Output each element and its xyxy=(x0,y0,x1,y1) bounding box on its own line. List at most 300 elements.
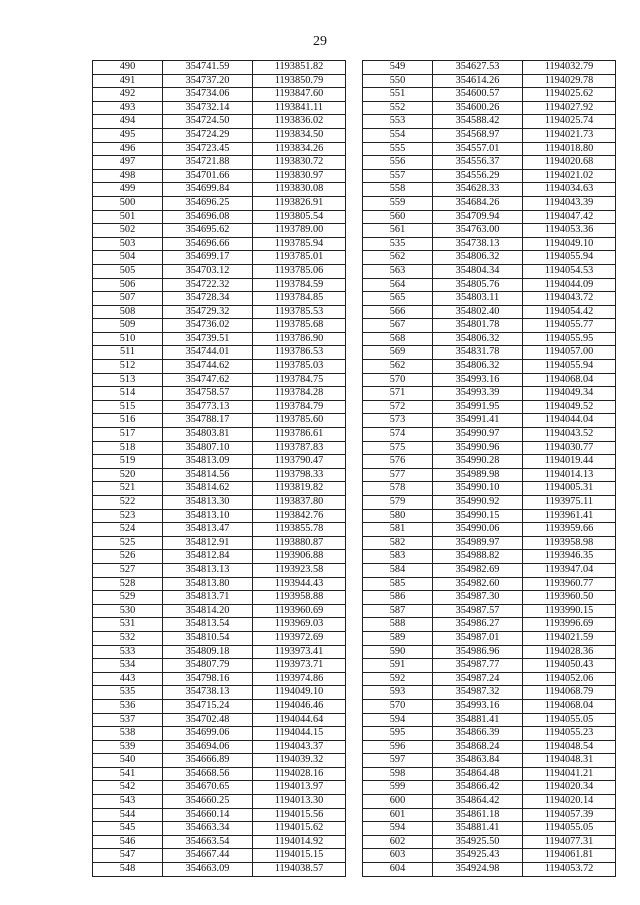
table-row xyxy=(363,400,616,414)
point-number-cell: 522 xyxy=(93,496,163,510)
x-coordinate-cell: 354989.97 xyxy=(433,536,523,550)
x-coordinate-cell: 354736.02 xyxy=(163,319,253,333)
y-coordinate-cell: 1194047.42 xyxy=(523,210,616,224)
table-row xyxy=(93,509,346,523)
x-coordinate-cell: 354809.18 xyxy=(163,645,253,659)
x-coordinate-cell: 354989.98 xyxy=(433,468,523,482)
point-number-cell: 551 xyxy=(363,88,433,102)
y-coordinate-cell: 1193786.90 xyxy=(253,332,346,346)
y-coordinate-cell: 1193975.11 xyxy=(523,496,616,510)
y-coordinate-cell: 1194015.15 xyxy=(253,849,346,863)
point-number-cell: 530 xyxy=(93,604,163,618)
y-coordinate-cell: 1194054.42 xyxy=(523,305,616,319)
table-row xyxy=(363,210,616,224)
point-number-cell: 504 xyxy=(93,251,163,265)
y-coordinate-cell: 1194015.56 xyxy=(253,808,346,822)
table-row xyxy=(363,74,616,88)
table-row xyxy=(363,224,616,238)
table-row xyxy=(363,373,616,387)
table-row xyxy=(93,754,346,768)
x-coordinate-cell: 354866.42 xyxy=(433,781,523,795)
x-coordinate-cell: 354864.42 xyxy=(433,795,523,809)
point-number-cell: 501 xyxy=(93,210,163,224)
point-number-cell: 573 xyxy=(363,414,433,428)
point-number-cell: 541 xyxy=(93,767,163,781)
x-coordinate-cell: 354987.01 xyxy=(433,631,523,645)
table-row xyxy=(93,835,346,849)
point-number-cell: 506 xyxy=(93,278,163,292)
y-coordinate-cell: 1193785.03 xyxy=(253,360,346,374)
x-coordinate-cell: 354660.25 xyxy=(163,795,253,809)
y-coordinate-cell: 1193973.41 xyxy=(253,645,346,659)
x-coordinate-cell: 354881.41 xyxy=(433,713,523,727)
table-row xyxy=(93,264,346,278)
table-row xyxy=(93,61,346,75)
point-number-cell: 561 xyxy=(363,224,433,238)
y-coordinate-cell: 1194029.78 xyxy=(523,74,616,88)
table-row xyxy=(363,645,616,659)
table-row xyxy=(93,550,346,564)
point-number-cell: 590 xyxy=(363,645,433,659)
x-coordinate-cell: 354807.10 xyxy=(163,441,253,455)
table-row xyxy=(363,686,616,700)
x-coordinate-cell: 354738.13 xyxy=(163,686,253,700)
x-coordinate-cell: 354699.17 xyxy=(163,251,253,265)
point-number-cell: 591 xyxy=(363,659,433,673)
table-row xyxy=(363,577,616,591)
y-coordinate-cell: 1193923.58 xyxy=(253,563,346,577)
point-number-cell: 562 xyxy=(363,251,433,265)
table-row xyxy=(93,563,346,577)
y-coordinate-cell: 1193834.50 xyxy=(253,128,346,142)
x-coordinate-cell: 354758.57 xyxy=(163,387,253,401)
x-coordinate-cell: 354993.39 xyxy=(433,387,523,401)
y-coordinate-cell: 1193836.02 xyxy=(253,115,346,129)
y-coordinate-cell: 1194025.74 xyxy=(523,115,616,129)
table-row xyxy=(93,128,346,142)
table-row xyxy=(93,618,346,632)
point-number-cell: 536 xyxy=(93,699,163,713)
y-coordinate-cell: 1194019.44 xyxy=(523,455,616,469)
table-row xyxy=(363,305,616,319)
point-number-cell: 604 xyxy=(363,863,433,877)
table-row xyxy=(363,128,616,142)
x-coordinate-cell: 354990.10 xyxy=(433,482,523,496)
y-coordinate-cell: 1193784.75 xyxy=(253,373,346,387)
y-coordinate-cell: 1193990.15 xyxy=(523,604,616,618)
x-coordinate-cell: 354991.41 xyxy=(433,414,523,428)
point-number-cell: 564 xyxy=(363,278,433,292)
x-coordinate-cell: 354798.16 xyxy=(163,672,253,686)
point-number-cell: 602 xyxy=(363,835,433,849)
point-number-cell: 559 xyxy=(363,196,433,210)
point-number-cell: 587 xyxy=(363,604,433,618)
y-coordinate-cell: 1194077.31 xyxy=(523,835,616,849)
x-coordinate-cell: 354982.69 xyxy=(433,563,523,577)
table-row xyxy=(363,563,616,577)
point-number-cell: 562 xyxy=(363,360,433,374)
x-coordinate-cell: 354702.48 xyxy=(163,713,253,727)
y-coordinate-cell: 1194020.68 xyxy=(523,156,616,170)
x-coordinate-cell: 354666.89 xyxy=(163,754,253,768)
y-coordinate-cell: 1193830.72 xyxy=(253,156,346,170)
point-number-cell: 508 xyxy=(93,305,163,319)
table-row xyxy=(363,550,616,564)
table-row xyxy=(93,767,346,781)
x-coordinate-cell: 354627.53 xyxy=(433,61,523,75)
page-number: 29 xyxy=(313,34,327,49)
table-row xyxy=(93,686,346,700)
y-coordinate-cell: 1193960.69 xyxy=(253,604,346,618)
x-coordinate-cell: 354861.18 xyxy=(433,808,523,822)
table-row xyxy=(363,278,616,292)
y-coordinate-cell: 1193850.79 xyxy=(253,74,346,88)
point-number-cell: 601 xyxy=(363,808,433,822)
y-coordinate-cell: 1194034.63 xyxy=(523,183,616,197)
point-number-cell: 593 xyxy=(363,686,433,700)
point-number-cell: 570 xyxy=(363,373,433,387)
table-row xyxy=(363,428,616,442)
table-row xyxy=(363,659,616,673)
y-coordinate-cell: 1194048.31 xyxy=(523,754,616,768)
table-row xyxy=(93,808,346,822)
y-coordinate-cell: 1193847.60 xyxy=(253,88,346,102)
point-number-cell: 577 xyxy=(363,468,433,482)
x-coordinate-cell: 354986.27 xyxy=(433,618,523,632)
point-number-cell: 548 xyxy=(93,863,163,877)
y-coordinate-cell: 1193960.77 xyxy=(523,577,616,591)
point-number-cell: 535 xyxy=(363,237,433,251)
table-row xyxy=(93,713,346,727)
table-row xyxy=(93,332,346,346)
x-coordinate-cell: 354729.32 xyxy=(163,305,253,319)
point-number-cell: 518 xyxy=(93,441,163,455)
x-coordinate-cell: 354667.44 xyxy=(163,849,253,863)
table-row xyxy=(363,414,616,428)
table-row xyxy=(363,441,616,455)
table-row xyxy=(363,319,616,333)
y-coordinate-cell: 1193851.82 xyxy=(253,61,346,75)
x-coordinate-cell: 354990.97 xyxy=(433,428,523,442)
table-row xyxy=(93,196,346,210)
x-coordinate-cell: 354925.43 xyxy=(433,849,523,863)
point-number-cell: 505 xyxy=(93,264,163,278)
y-coordinate-cell: 1194028.16 xyxy=(253,767,346,781)
table-row xyxy=(93,672,346,686)
y-coordinate-cell: 1194057.00 xyxy=(523,346,616,360)
point-number-cell: 596 xyxy=(363,740,433,754)
y-coordinate-cell: 1193784.59 xyxy=(253,278,346,292)
x-coordinate-cell: 354810.54 xyxy=(163,631,253,645)
y-coordinate-cell: 1193947.04 xyxy=(523,563,616,577)
table-row xyxy=(93,863,346,877)
point-number-cell: 574 xyxy=(363,428,433,442)
table-row xyxy=(363,822,616,836)
y-coordinate-cell: 1194025.62 xyxy=(523,88,616,102)
x-coordinate-cell: 354709.94 xyxy=(433,210,523,224)
y-coordinate-cell: 1194055.95 xyxy=(523,332,616,346)
point-number-cell: 567 xyxy=(363,319,433,333)
x-coordinate-cell: 354744.62 xyxy=(163,360,253,374)
point-number-cell: 598 xyxy=(363,767,433,781)
table-row xyxy=(93,292,346,306)
table-row xyxy=(363,101,616,115)
table-row xyxy=(93,441,346,455)
point-number-cell: 499 xyxy=(93,183,163,197)
point-number-cell: 555 xyxy=(363,142,433,156)
table-row xyxy=(93,577,346,591)
y-coordinate-cell: 1193785.06 xyxy=(253,264,346,278)
x-coordinate-cell: 354813.09 xyxy=(163,455,253,469)
point-number-cell: 568 xyxy=(363,332,433,346)
y-coordinate-cell: 1193960.50 xyxy=(523,591,616,605)
x-coordinate-cell: 354804.34 xyxy=(433,264,523,278)
y-coordinate-cell: 1194018.80 xyxy=(523,142,616,156)
point-number-cell: 443 xyxy=(93,672,163,686)
table-row xyxy=(363,115,616,129)
x-coordinate-cell: 354744.01 xyxy=(163,346,253,360)
point-number-cell: 525 xyxy=(93,536,163,550)
table-row xyxy=(363,496,616,510)
y-coordinate-cell: 1194053.72 xyxy=(523,863,616,877)
table-row xyxy=(93,251,346,265)
y-coordinate-cell: 1193855.78 xyxy=(253,523,346,537)
x-coordinate-cell: 354990.15 xyxy=(433,509,523,523)
table-row xyxy=(93,482,346,496)
point-number-cell: 600 xyxy=(363,795,433,809)
table-row xyxy=(93,849,346,863)
table-row xyxy=(363,156,616,170)
point-number-cell: 498 xyxy=(93,169,163,183)
table-row xyxy=(363,292,616,306)
x-coordinate-cell: 354699.06 xyxy=(163,727,253,741)
y-coordinate-cell: 1194030.77 xyxy=(523,441,616,455)
point-number-cell: 576 xyxy=(363,455,433,469)
y-coordinate-cell: 1194046.46 xyxy=(253,699,346,713)
table-row xyxy=(363,455,616,469)
x-coordinate-cell: 354556.37 xyxy=(433,156,523,170)
x-coordinate-cell: 354863.84 xyxy=(433,754,523,768)
y-coordinate-cell: 1193837.80 xyxy=(253,496,346,510)
y-coordinate-cell: 1194039.32 xyxy=(253,754,346,768)
table-row xyxy=(363,740,616,754)
y-coordinate-cell: 1194044.09 xyxy=(523,278,616,292)
y-coordinate-cell: 1193785.68 xyxy=(253,319,346,333)
point-number-cell: 491 xyxy=(93,74,163,88)
x-coordinate-cell: 354556.29 xyxy=(433,169,523,183)
y-coordinate-cell: 1194057.39 xyxy=(523,808,616,822)
point-number-cell: 510 xyxy=(93,332,163,346)
point-number-cell: 594 xyxy=(363,822,433,836)
y-coordinate-cell: 1193996.69 xyxy=(523,618,616,632)
table-row xyxy=(93,101,346,115)
x-coordinate-cell: 354694.06 xyxy=(163,740,253,754)
table-row xyxy=(363,672,616,686)
x-coordinate-cell: 354866.39 xyxy=(433,727,523,741)
point-number-cell: 572 xyxy=(363,400,433,414)
table-row xyxy=(93,115,346,129)
point-number-cell: 558 xyxy=(363,183,433,197)
table-row xyxy=(93,468,346,482)
point-number-cell: 532 xyxy=(93,631,163,645)
point-number-cell: 547 xyxy=(93,849,163,863)
y-coordinate-cell: 1194032.79 xyxy=(523,61,616,75)
x-coordinate-cell: 354813.30 xyxy=(163,496,253,510)
point-number-cell: 560 xyxy=(363,210,433,224)
x-coordinate-cell: 354773.13 xyxy=(163,400,253,414)
point-number-cell: 524 xyxy=(93,523,163,537)
x-coordinate-cell: 354722.32 xyxy=(163,278,253,292)
point-number-cell: 495 xyxy=(93,128,163,142)
y-coordinate-cell: 1193819.82 xyxy=(253,482,346,496)
point-number-cell: 496 xyxy=(93,142,163,156)
x-coordinate-cell: 354806.32 xyxy=(433,251,523,265)
point-number-cell: 586 xyxy=(363,591,433,605)
table-row xyxy=(93,591,346,605)
point-number-cell: 540 xyxy=(93,754,163,768)
point-number-cell: 520 xyxy=(93,468,163,482)
y-coordinate-cell: 1194041.21 xyxy=(523,767,616,781)
x-coordinate-cell: 354987.32 xyxy=(433,686,523,700)
x-coordinate-cell: 354988.82 xyxy=(433,550,523,564)
point-number-cell: 588 xyxy=(363,618,433,632)
point-number-cell: 581 xyxy=(363,523,433,537)
table-row xyxy=(93,210,346,224)
point-number-cell: 585 xyxy=(363,577,433,591)
x-coordinate-cell: 354806.32 xyxy=(433,332,523,346)
x-coordinate-cell: 354982.60 xyxy=(433,577,523,591)
y-coordinate-cell: 1193785.94 xyxy=(253,237,346,251)
y-coordinate-cell: 1193880.87 xyxy=(253,536,346,550)
table-row xyxy=(363,863,616,877)
y-coordinate-cell: 1193789.00 xyxy=(253,224,346,238)
table-row xyxy=(363,61,616,75)
point-number-cell: 565 xyxy=(363,292,433,306)
point-number-cell: 503 xyxy=(93,237,163,251)
table-row xyxy=(363,264,616,278)
x-coordinate-cell: 354614.26 xyxy=(433,74,523,88)
table-row xyxy=(93,496,346,510)
x-coordinate-cell: 354684.26 xyxy=(433,196,523,210)
table-row xyxy=(363,169,616,183)
y-coordinate-cell: 1193906.88 xyxy=(253,550,346,564)
x-coordinate-cell: 354993.16 xyxy=(433,373,523,387)
table-row xyxy=(93,319,346,333)
table-row xyxy=(93,278,346,292)
point-number-cell: 566 xyxy=(363,305,433,319)
point-number-cell: 595 xyxy=(363,727,433,741)
point-number-cell: 543 xyxy=(93,795,163,809)
table-row xyxy=(363,849,616,863)
point-number-cell: 599 xyxy=(363,781,433,795)
y-coordinate-cell: 1194043.52 xyxy=(523,428,616,442)
table-row xyxy=(93,142,346,156)
y-coordinate-cell: 1194055.05 xyxy=(523,822,616,836)
point-number-cell: 516 xyxy=(93,414,163,428)
point-number-cell: 603 xyxy=(363,849,433,863)
y-coordinate-cell: 1194068.04 xyxy=(523,699,616,713)
point-number-cell: 497 xyxy=(93,156,163,170)
x-coordinate-cell: 354868.24 xyxy=(433,740,523,754)
y-coordinate-cell: 1193790.47 xyxy=(253,455,346,469)
x-coordinate-cell: 354812.84 xyxy=(163,550,253,564)
table-row xyxy=(363,183,616,197)
point-number-cell: 552 xyxy=(363,101,433,115)
point-number-cell: 511 xyxy=(93,346,163,360)
table-row xyxy=(93,88,346,102)
y-coordinate-cell: 1194055.94 xyxy=(523,360,616,374)
table-row xyxy=(363,237,616,251)
table-row xyxy=(363,523,616,537)
x-coordinate-cell: 354701.66 xyxy=(163,169,253,183)
y-coordinate-cell: 1193958.98 xyxy=(523,536,616,550)
point-number-cell: 557 xyxy=(363,169,433,183)
y-coordinate-cell: 1193784.85 xyxy=(253,292,346,306)
y-coordinate-cell: 1193961.41 xyxy=(523,509,616,523)
x-coordinate-cell: 354987.57 xyxy=(433,604,523,618)
x-coordinate-cell: 354802.40 xyxy=(433,305,523,319)
point-number-cell: 542 xyxy=(93,781,163,795)
x-coordinate-cell: 354813.54 xyxy=(163,618,253,632)
point-number-cell: 553 xyxy=(363,115,433,129)
table-row xyxy=(93,183,346,197)
y-coordinate-cell: 1194027.92 xyxy=(523,101,616,115)
point-number-cell: 546 xyxy=(93,835,163,849)
y-coordinate-cell: 1194055.77 xyxy=(523,319,616,333)
table-row xyxy=(363,781,616,795)
x-coordinate-cell: 354831.78 xyxy=(433,346,523,360)
coordinates-table-right xyxy=(362,60,616,877)
table-row xyxy=(93,455,346,469)
table-row xyxy=(93,428,346,442)
y-coordinate-cell: 1193798.33 xyxy=(253,468,346,482)
y-coordinate-cell: 1194049.10 xyxy=(523,237,616,251)
point-number-cell: 514 xyxy=(93,387,163,401)
x-coordinate-cell: 354806.32 xyxy=(433,360,523,374)
y-coordinate-cell: 1194050.43 xyxy=(523,659,616,673)
point-number-cell: 529 xyxy=(93,591,163,605)
x-coordinate-cell: 354991.95 xyxy=(433,400,523,414)
y-coordinate-cell: 1194044.15 xyxy=(253,727,346,741)
table-row xyxy=(363,591,616,605)
x-coordinate-cell: 354987.24 xyxy=(433,672,523,686)
x-coordinate-cell: 354990.28 xyxy=(433,455,523,469)
point-number-cell: 492 xyxy=(93,88,163,102)
y-coordinate-cell: 1193785.01 xyxy=(253,251,346,265)
x-coordinate-cell: 354987.77 xyxy=(433,659,523,673)
y-coordinate-cell: 1194043.37 xyxy=(253,740,346,754)
y-coordinate-cell: 1193972.69 xyxy=(253,631,346,645)
table-row xyxy=(363,767,616,781)
point-number-cell: 509 xyxy=(93,319,163,333)
table-row xyxy=(93,740,346,754)
y-coordinate-cell: 1194044.64 xyxy=(253,713,346,727)
table-row xyxy=(363,509,616,523)
x-coordinate-cell: 354814.62 xyxy=(163,482,253,496)
table-row xyxy=(93,346,346,360)
x-coordinate-cell: 354881.41 xyxy=(433,822,523,836)
x-coordinate-cell: 354696.66 xyxy=(163,237,253,251)
table-row xyxy=(363,727,616,741)
x-coordinate-cell: 354813.47 xyxy=(163,523,253,537)
y-coordinate-cell: 1194021.02 xyxy=(523,169,616,183)
x-coordinate-cell: 354986.96 xyxy=(433,645,523,659)
table-row xyxy=(93,523,346,537)
y-coordinate-cell: 1193784.79 xyxy=(253,400,346,414)
table-row xyxy=(363,754,616,768)
coordinates-table-left xyxy=(92,60,346,877)
x-coordinate-cell: 354663.09 xyxy=(163,863,253,877)
